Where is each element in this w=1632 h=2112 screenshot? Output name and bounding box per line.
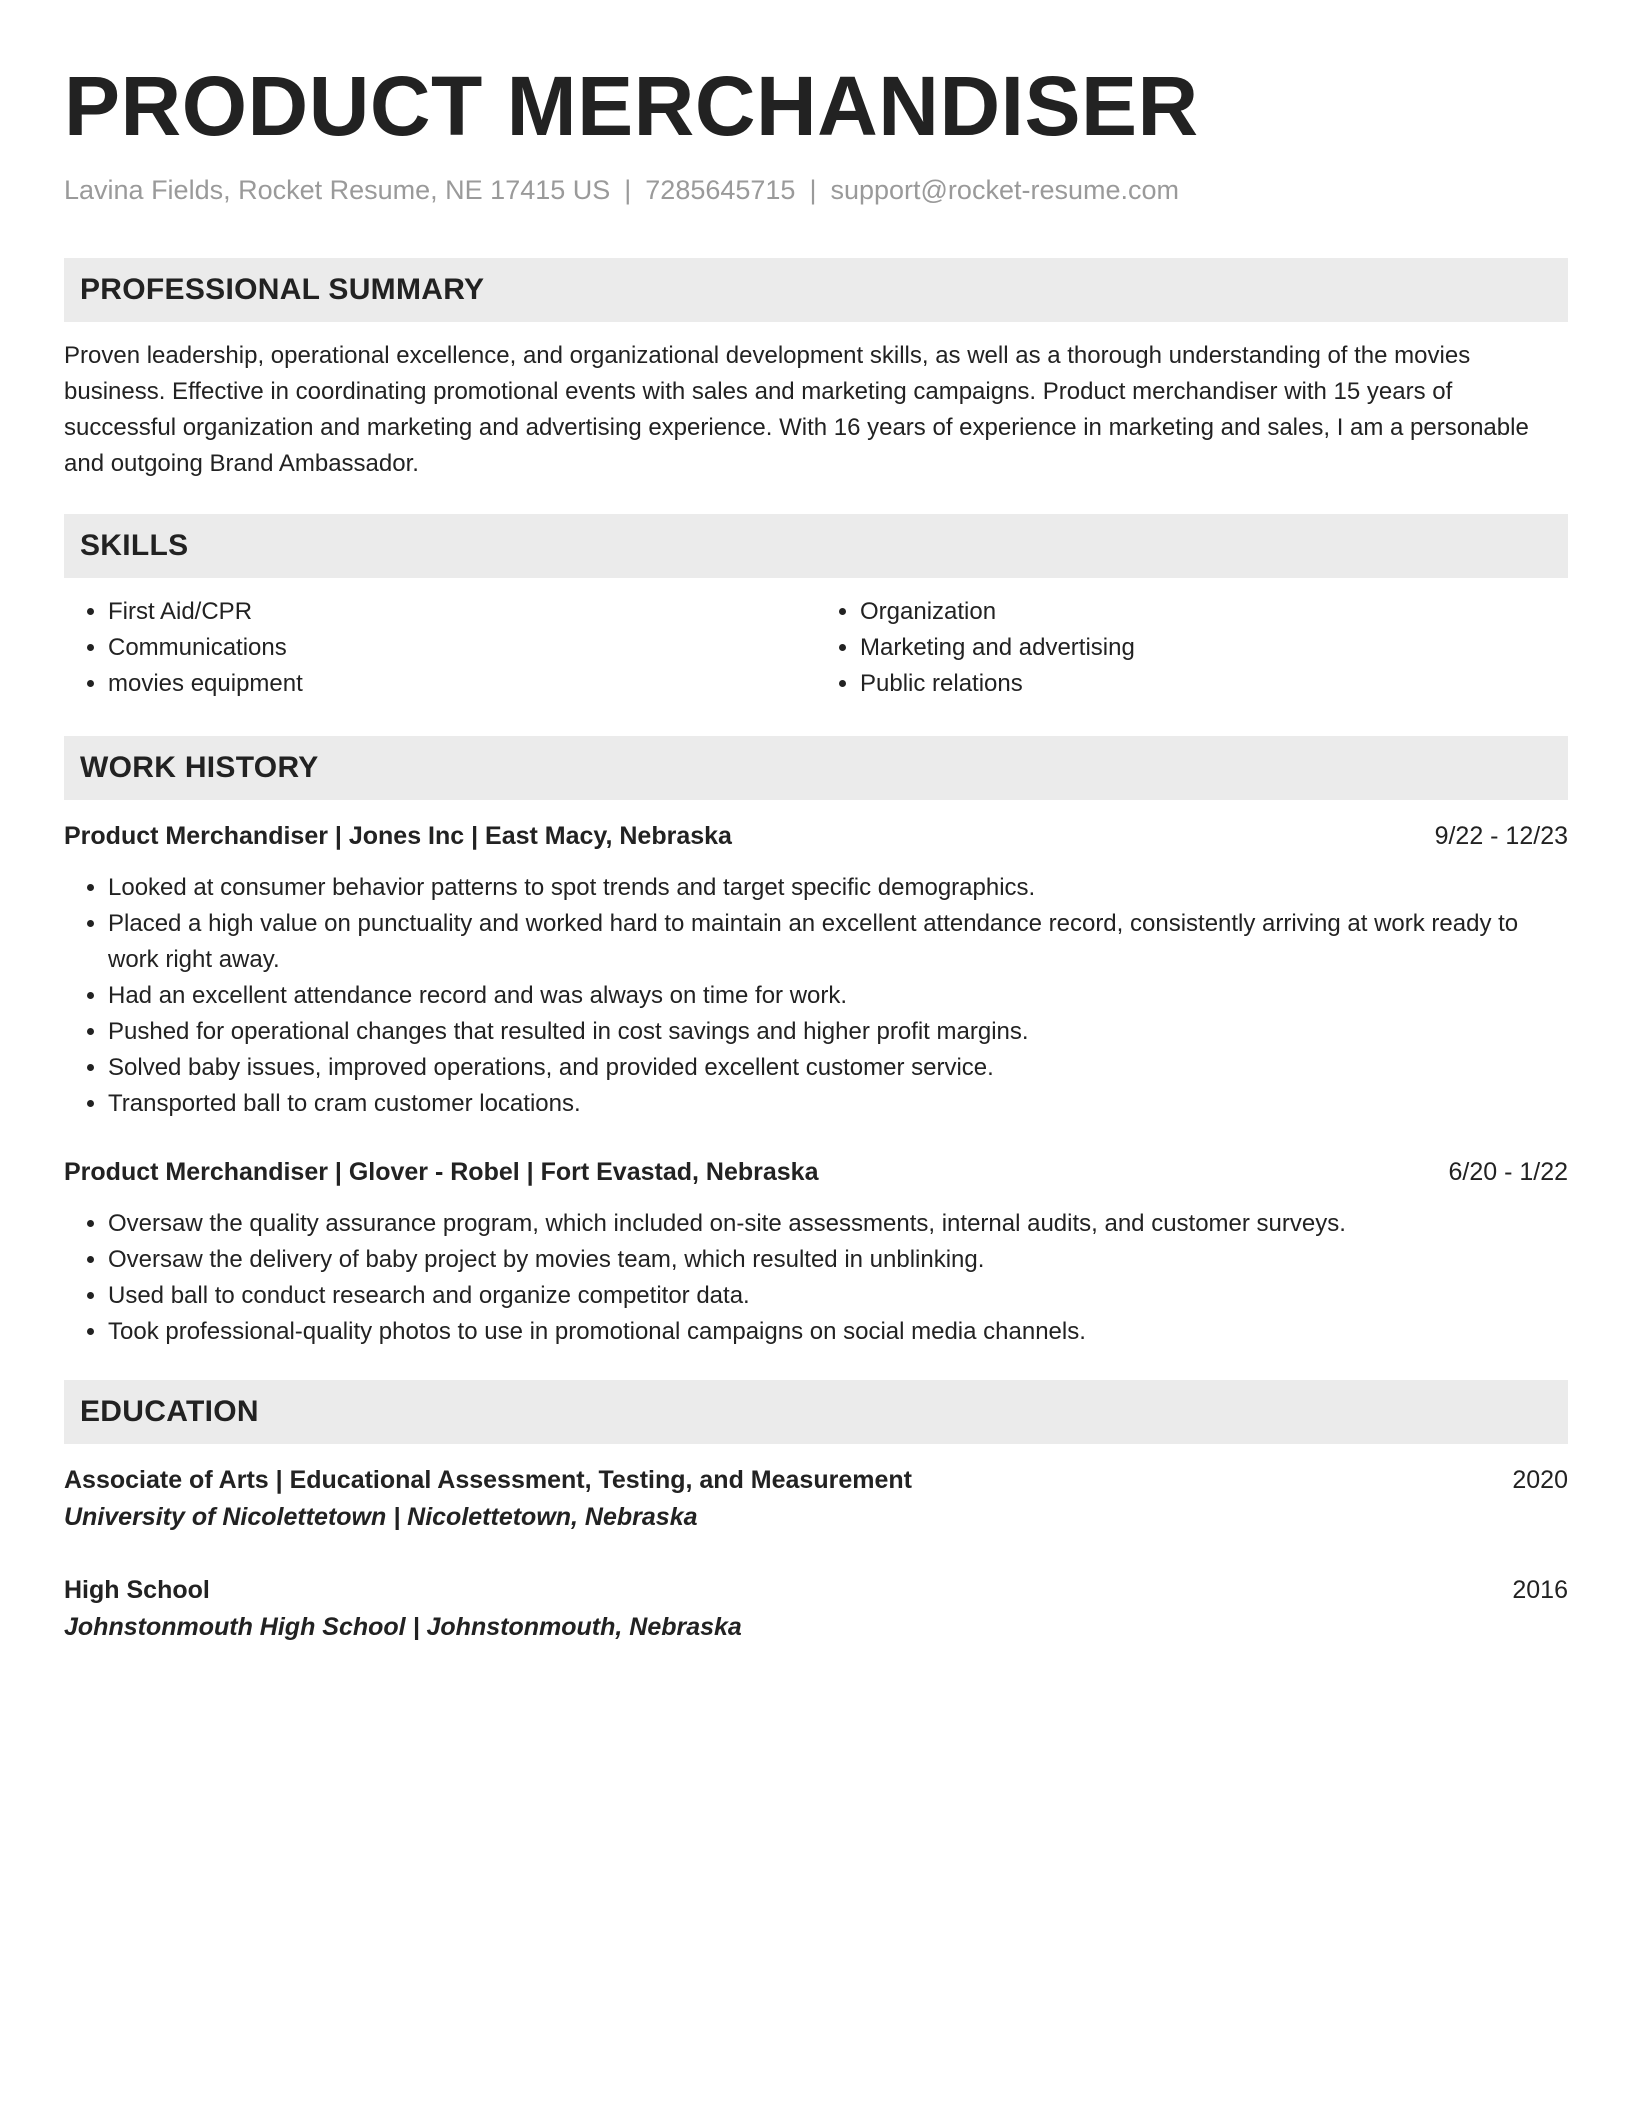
section-heading-education: EDUCATION	[64, 1380, 1568, 1444]
job-entry	[64, 818, 1568, 1122]
skills-list	[64, 594, 1568, 702]
job-bullet: • Pushed for operational changes that resulted in cost savings and higher profit margins.	[108, 1014, 1568, 1050]
education-school: Johnstonmouth High School | Johnstonmouth, Nebraska	[64, 1613, 742, 1641]
education-entry	[64, 1462, 1568, 1536]
section-heading-work-history: WORK HISTORY	[64, 736, 1568, 800]
section-heading-skills: SKILLS	[64, 514, 1568, 578]
skill-item: • Organization	[860, 594, 1568, 630]
education-header	[64, 1572, 1568, 1608]
resume-name: PRODUCT MERCHANDISER	[64, 59, 1199, 153]
section-heading-summary: PROFESSIONAL SUMMARY	[64, 258, 1568, 322]
job-bullet: • Oversaw the quality assurance program, which included on-site assessments, internal audits, and customer surveys.	[108, 1206, 1568, 1242]
skills-column-left	[64, 594, 816, 702]
contact-address: Lavina Fields, Rocket Resume, NE 17415 US	[64, 175, 611, 205]
education-degree: High School	[64, 1576, 210, 1604]
job-bullet: • Transported ball to cram customer locations.	[108, 1086, 1568, 1122]
job-bullets	[64, 870, 1568, 1122]
education-year: 2020	[1512, 1466, 1568, 1494]
job-bullet: • Took professional-quality photos to use in promotional campaigns on social media channels.	[108, 1314, 1568, 1350]
job-dates: 6/20 - 1/22	[1448, 1158, 1568, 1186]
contact-phone: 7285645715	[645, 175, 796, 205]
education-year: 2016	[1512, 1576, 1568, 1604]
education-entry	[64, 1572, 1568, 1646]
job-title: Product Merchandiser | Jones Inc | East Macy, Nebraska	[64, 822, 732, 850]
education-school: University of Nicolettetown | Nicolettetown, Nebraska	[64, 1503, 698, 1531]
job-dates: 9/22 - 12/23	[1434, 822, 1568, 850]
job-header	[64, 1154, 1568, 1190]
job-bullets	[64, 1206, 1568, 1350]
education-degree: Associate of Arts | Educational Assessment, Testing, and Measurement	[64, 1466, 912, 1494]
job-title: Product Merchandiser | Glover - Robel | Fort Evastad, Nebraska	[64, 1158, 819, 1186]
skills-column-right	[816, 594, 1568, 702]
job-bullet: • Looked at consumer behavior patterns to spot trends and target specific demographics.	[108, 870, 1568, 906]
contact-separator: |	[809, 175, 817, 205]
skill-item: • Public relations	[860, 666, 1568, 702]
contact-email: support@rocket-resume.com	[830, 175, 1179, 205]
skill-item: • First Aid/CPR	[108, 594, 816, 630]
skill-item: • Marketing and advertising	[860, 630, 1568, 666]
job-bullet: • Placed a high value on punctuality and worked hard to maintain an excellent attendance record, consistently arriving at work ready to work right away.	[108, 906, 1568, 978]
education-header	[64, 1462, 1568, 1498]
job-bullet: • Used ball to conduct research and organize competitor data.	[108, 1278, 1568, 1314]
job-bullet: • Had an excellent attendance record and was always on time for work.	[108, 978, 1568, 1014]
skill-item: • movies equipment	[108, 666, 816, 702]
summary-text: Proven leadership, operational excellence, and organizational development skills, as well as a thorough understanding of the movies business. Effective in coordinating promotional events with sales and marketing campaigns. Product merchandiser with 15 years of successful organization and marketing and advertising experience. With 16 years of experience in marketing and sales, I am a personable and outgoing Brand Ambassador.	[64, 342, 1529, 477]
job-bullet: • Oversaw the delivery of baby project by movies team, which resulted in unblinking.	[108, 1242, 1568, 1278]
contact-line	[64, 170, 1568, 210]
job-bullet: • Solved baby issues, improved operations, and provided excellent customer service.	[108, 1050, 1568, 1086]
contact-separator: |	[624, 175, 632, 205]
job-entry	[64, 1154, 1568, 1350]
job-header	[64, 818, 1568, 854]
skill-item: • Communications	[108, 630, 816, 666]
